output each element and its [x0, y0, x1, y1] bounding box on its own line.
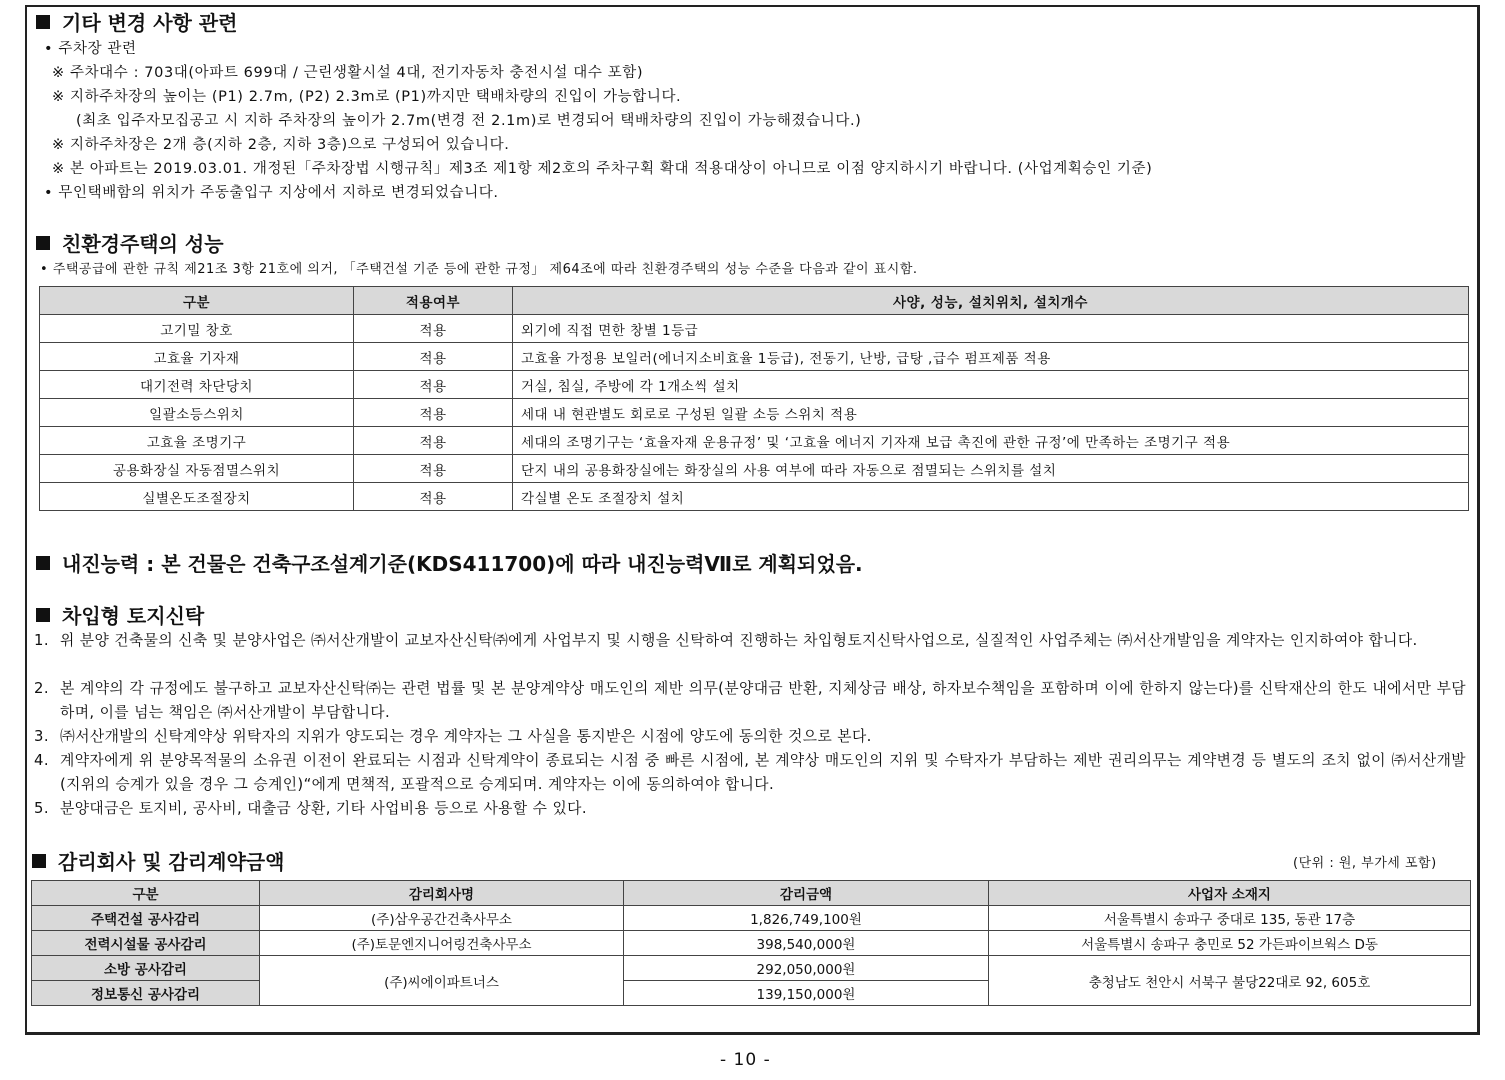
table-cell: 거실, 침실, 주방에 각 1개소씩 설치 — [513, 371, 1469, 399]
table-header: 구분 — [32, 881, 260, 906]
table-cell: 적용 — [354, 399, 513, 427]
table-cell: 1,826,749,100원 — [624, 906, 989, 931]
table-row — [40, 371, 1469, 399]
table-cell: 공용화장실 자동점멸스위치 — [40, 455, 354, 483]
table-cell: 각실별 온도 조절장치 설치 — [513, 483, 1469, 511]
table-cell: 139,150,000원 — [624, 981, 989, 1006]
table-row — [32, 931, 1471, 956]
table-row — [40, 455, 1469, 483]
table-cell: 단지 내의 공용화장실에는 화장실의 사용 여부에 따라 자동으로 점멸되는 스위치를 설치 — [513, 455, 1469, 483]
table-cell: 서울특별시 송파구 충민로 52 가든파이브웍스 D동 — [989, 931, 1471, 956]
list-item: 4. 계약자에게 위 분양목적물의 소유권 이전이 완료되는 시점과 신탁계약이 종료되는 시점 중 빠른 시점에, 본 계약상 매도인의 지위 및 수탁자가 부담하는 제반 권리의무는 계약변경 등 별도의 조치 없이 ㈜서산개발(지위의 승계가 있을 경우 그 승계인)“에게 면책적, 포괄적으로 승계되며. 계약자는 이에 동의하여야 합니다. — [34, 752, 1466, 793]
table-cell: 고기밀 창호 — [40, 315, 354, 343]
note-parking-height: ※ 지하주차장의 높이는 (P1) 2.7m, (P2) 2.3m로 (P1)까지만 택배차량의 진입이 가능합니다. — [52, 89, 682, 105]
square-bullet-icon — [36, 15, 50, 29]
table-cell: 세대의 조명기구는 ‘효율자재 운용규정’ 및 ‘고효율 에너지 기자재 보급 촉진에 관한 규정’에 만족하는 조명기구 적용 — [513, 427, 1469, 455]
table-cell: 적용 — [354, 315, 513, 343]
table-header: 사양, 성능, 설치위치, 설치개수 — [513, 287, 1469, 315]
table-cell: 고효율 조명기구 — [40, 427, 354, 455]
table-cell: 고효율 가정용 보일러(에너지소비효율 1등급), 전동기, 난방, 급탕 ,급수 펌프제품 적용 — [513, 343, 1469, 371]
table-row — [40, 483, 1469, 511]
page-number: - 10 - — [720, 1050, 771, 1070]
table-row — [40, 427, 1469, 455]
table-header-row — [40, 287, 1469, 315]
section-title-other-changes: 기타 변경 사항 관련 — [36, 7, 237, 36]
supervision-table — [31, 880, 1471, 1006]
list-item: 2. 본 계약의 각 규정에도 불구하고 교보자산신탁㈜는 관련 법률 및 본 분양계약상 매도인의 제반 의무(분양대금 반환, 지체상금 배상, 하자보수책임을 포함하며 이에 한하지 않는다)를 신탁재산의 한도 내에서만 부담하며, 이를 넘는 책임은 ㈜서산개발이 부담합니다. — [34, 680, 1466, 721]
table-header: 감리금액 — [624, 881, 989, 906]
table-cell: 정보통신 공사감리 — [32, 981, 260, 1006]
section-title-land-trust: 차입형 토지신탁 — [36, 600, 204, 629]
table-cell: 전력시설물 공사감리 — [32, 931, 260, 956]
table-cell: 적용 — [354, 371, 513, 399]
table-cell: 일괄소등스위치 — [40, 399, 354, 427]
green-housing-intro: • 주택공급에 관한 규칙 제21조 3항 21호에 의거, 「주택건설 기준 등에 관한 규정」 제64조에 따라 친환경주택의 성능 수준을 다음과 같이 표시함. — [40, 262, 918, 277]
list-item: 5. 분양대금은 토지비, 공사비, 대출금 상환, 기타 사업비용 등으로 사용할 수 있다. — [34, 800, 587, 817]
table-cell: 소방 공사감리 — [32, 956, 260, 981]
table-cell: 적용 — [354, 427, 513, 455]
square-bullet-icon — [36, 236, 50, 250]
table-cell: 고효율 기자재 — [40, 343, 354, 371]
table-cell: 실별온도조절장치 — [40, 483, 354, 511]
table-row — [40, 343, 1469, 371]
table-header: 구분 — [40, 287, 354, 315]
square-bullet-icon — [32, 854, 46, 868]
note-parking-count: ※ 주차대수 : 703대(아파트 699대 / 근린생활시설 4대, 전기자동차 충전시설 대수 포함) — [52, 65, 644, 81]
square-bullet-icon — [36, 556, 50, 570]
green-housing-table — [39, 286, 1469, 511]
table-row — [40, 399, 1469, 427]
table-cell: 외기에 직접 면한 창별 1등급 — [513, 315, 1469, 343]
list-item: 1. 위 분양 건축물의 신축 및 분양사업은 ㈜서산개발이 교보자산신탁㈜에게 사업부지 및 시행을 신탁하여 진행하는 차입형토지신탁사업으로, 실질적인 사업주체는 ㈜서산개발임을 계약자는 인지하여야 합니다. — [34, 632, 1418, 649]
table-cell: 대기전력 차단당치 — [40, 371, 354, 399]
table-cell: (주)토문엔지니어링건축사무소 — [260, 931, 624, 956]
table-header: 적용여부 — [354, 287, 513, 315]
bullet-parking: • 주차장 관련 — [44, 41, 137, 57]
table-row — [32, 906, 1471, 931]
table-cell: 서울특별시 송파구 중대로 135, 동관 17층 — [989, 906, 1471, 931]
table-cell: 적용 — [354, 455, 513, 483]
unit-note: (단위 : 원, 부가세 포함) — [1293, 856, 1437, 871]
list-item: 3. ㈜서산개발의 신탁계약상 위탁자의 지위가 양도되는 경우 계약자는 그 사실을 통지받은 시점에 양도에 동의한 것으로 본다. — [34, 728, 872, 745]
table-header: 감리회사명 — [260, 881, 624, 906]
note-parking-floors: ※ 지하주차장은 2개 층(지하 2층, 지하 3층)으로 구성되어 있습니다. — [52, 137, 510, 153]
table-cell: 적용 — [354, 343, 513, 371]
table-cell: 적용 — [354, 483, 513, 511]
table-cell: 주택건설 공사감리 — [32, 906, 260, 931]
table-cell: (주)씨에이파트너스 — [260, 956, 624, 1006]
table-row — [32, 956, 1471, 981]
table-header-row — [32, 881, 1471, 906]
section-title-seismic: 내진능력 : 본 건물은 건축구조설계기준(KDS411700)에 따라 내진능력Ⅶ로 계획되었음. — [36, 548, 863, 577]
square-bullet-icon — [36, 608, 50, 622]
table-cell: 398,540,000원 — [624, 931, 989, 956]
table-cell: 292,050,000원 — [624, 956, 989, 981]
section-title-green-housing: 친환경주택의 성능 — [36, 228, 224, 257]
bullet-delivery-box: • 무인택배함의 위치가 주동출입구 지상에서 지하로 변경되었습니다. — [44, 185, 499, 201]
table-row — [40, 315, 1469, 343]
table-cell: 세대 내 현관별도 회로로 구성된 일괄 소등 스위치 적용 — [513, 399, 1469, 427]
note-parking-height-cont: (최초 입주자모집공고 시 지하 주차장의 높이가 2.7m(변경 전 2.1m)로 변경되어 택배차량의 진입이 가능해졌습니다.) — [76, 113, 862, 129]
table-cell: (주)삼우공간건축사무소 — [260, 906, 624, 931]
section-title-supervision: 감리회사 및 감리계약금액 — [32, 846, 284, 875]
table-cell: 충청남도 천안시 서북구 불당22대로 92, 605호 — [989, 956, 1471, 1006]
note-parking-law: ※ 본 아파트는 2019.03.01. 개정된「주차장법 시행규칙」제3조 제1항 제2호의 주차구획 확대 적용대상이 아니므로 이점 양지하시기 바랍니다. (사업계획승인 기준) — [52, 161, 1153, 177]
table-header: 사업자 소재지 — [989, 881, 1471, 906]
